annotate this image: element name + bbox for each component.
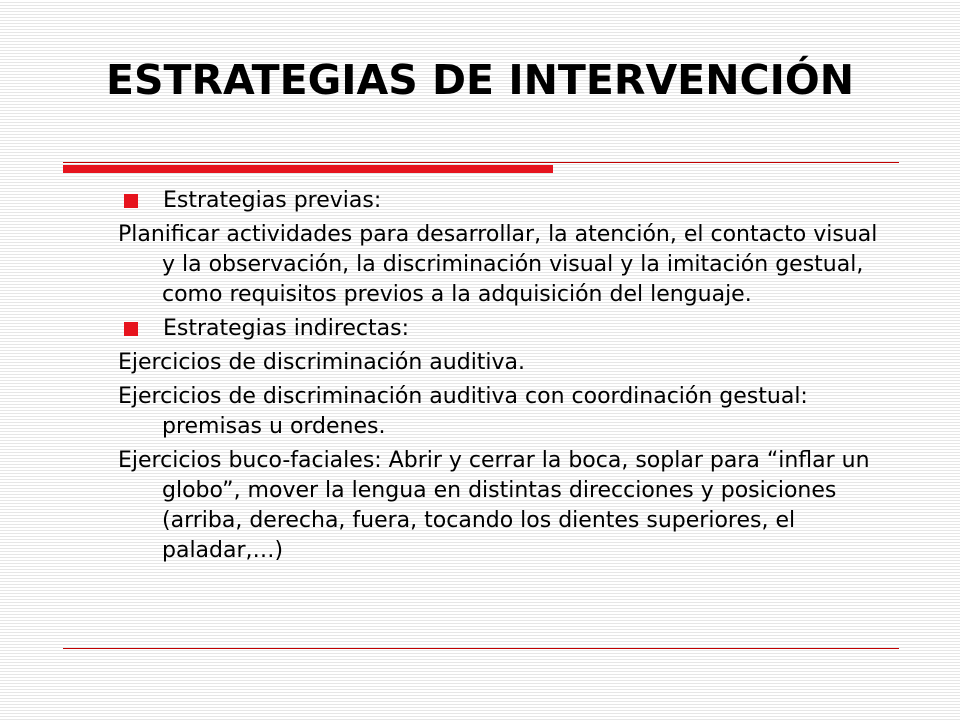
bullet-item: [118, 314, 878, 344]
paragraph: Planificar actividades para desarrollar, la atención, el contacto visual y la observación, la discriminación visual y la imitación gestual, como requisitos previos a la adquisición del lenguaje.: [118, 222, 878, 307]
paragraph: Ejercicios buco-faciales: Abrir y cerrar la boca, soplar para “inflar un globo”, mover la lengua en distintas direcciones y posiciones (arriba, derecha, fuera, tocando los dientes superiores, el paladar,…): [118, 448, 870, 563]
square-bullet-icon: [124, 322, 138, 336]
slide-content: [118, 186, 878, 570]
footer-divider-line: [63, 648, 899, 649]
bullet-item: [118, 186, 878, 216]
bullet-text: Estrategias previas:: [163, 188, 382, 213]
paragraph: Ejercicios de discriminación auditiva con coordinación gestual: premisas u ordenes.: [118, 384, 808, 439]
square-bullet-icon: [124, 194, 138, 208]
bullet-text: Estrategias indirectas:: [163, 316, 409, 341]
slide-title: ESTRATEGIAS DE INTERVENCIÓN: [105, 56, 855, 104]
paragraph: Ejercicios de discriminación auditiva.: [118, 350, 526, 375]
title-divider-line: [63, 162, 899, 163]
title-accent-bar: [63, 165, 553, 173]
